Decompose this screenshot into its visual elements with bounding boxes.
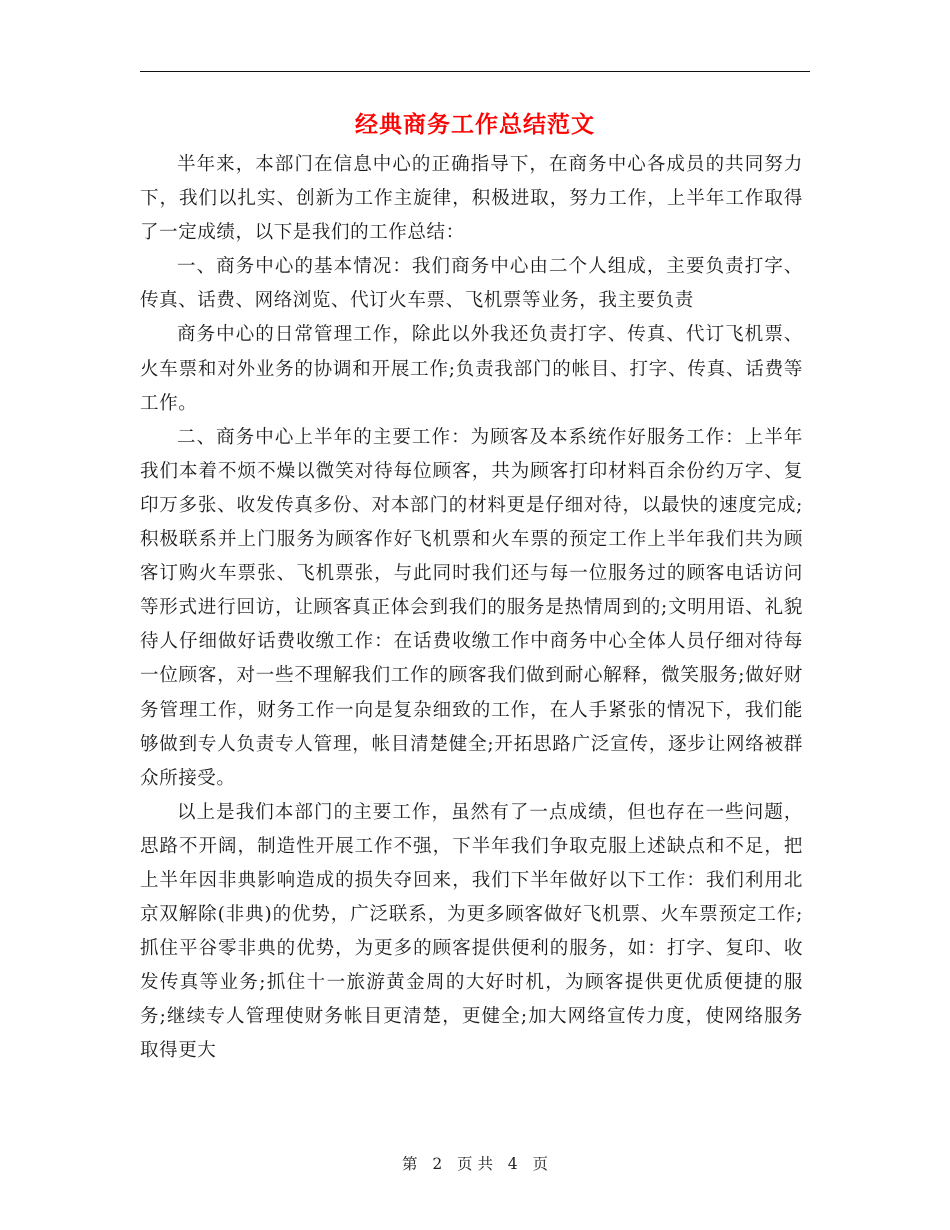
page-number [0, 1152, 950, 1176]
document-body [140, 148, 803, 1069]
header-rule [140, 71, 810, 72]
page-label-middle: 页 共 [457, 1155, 493, 1173]
page-label-prefix: 第 [402, 1155, 418, 1173]
paragraph-summary-plans: 以上是我们本部门的主要工作，虽然有了一点成绩，但也存在一些问题，思路不开阔，制造性开展工作不强，下半年我们争取克服上述缺点和不足，把上半年因非典影响造成的损失夺回来，我们下半年做好以下工作：我们利用北京双解除(非典)的优势，广泛联系，为更多顾客做好飞机票、火车票预定工作;抓住平谷零非典的优势，为更多的顾客提供便利的服务，如：打字、复印、收发传真等业务;抓住十一旅游黄金周的大好时机，为顾客提供更优质便捷的服务;继续专人管理使财务帐目更清楚，更健全;加大网络宣传力度，使网络服务取得更大 [140, 801, 803, 1062]
page-label-suffix: 页 [532, 1155, 548, 1173]
paragraph-basic-situation: 一、商务中心的基本情况：我们商务中心由二个人组成，主要负责打字、传真、话费、网络浏览、代订火车票、飞机票等业务，我主要负责 [140, 256, 803, 312]
paragraph-daily-management: 商务中心的日常管理工作，除此以外我还负责打字、传真、代订飞机票、火车票和对外业务的协调和开展工作;负责我部门的帐目、打字、传真、话费等工作。 [140, 324, 803, 414]
paragraph-main-work: 二、商务中心上半年的主要工作：为顾客及本系统作好服务工作：上半年我们本着不烦不燥以微笑对待每位顾客，共为顾客打印材料百余份约万字、复印万多张、收发传真多份、对本部门的材料更是仔细对待，以最快的速度完成;积极联系并上门服务为顾客作好飞机票和火车票的预定工作上半年我们共为顾客订购火车票张、飞机票张，与此同时我们还与每一位服务过的顾客电话访问等形式进行回访，让顾客真正体会到我们的服务是热情周到的;文明用语、礼貌待人仔细做好话费收缴工作：在话费收缴工作中商务中心全体人员仔细对待每一位顾客，对一些不理解我们工作的顾客我们做到耐心解释，微笑服务;做好财务管理工作，财务工作一向是复杂细致的工作，在人手紧张的情况下，我们能够做到专人负责专人管理，帐目清楚健全;开拓思路广泛宣传，逐步让网络被群众所接受。 [140, 426, 803, 789]
current-page-number: 2 [432, 1155, 443, 1173]
total-pages-number: 4 [507, 1155, 518, 1173]
paragraph-intro: 半年来，本部门在信息中心的正确指导下，在商务中心各成员的共同努力下，我们以扎实、创新为工作主旋律，积极进取，努力工作，上半年工作取得了一定成绩，以下是我们的工作总结： [140, 154, 803, 244]
document-title: 经典商务工作总结范文 [355, 111, 595, 138]
